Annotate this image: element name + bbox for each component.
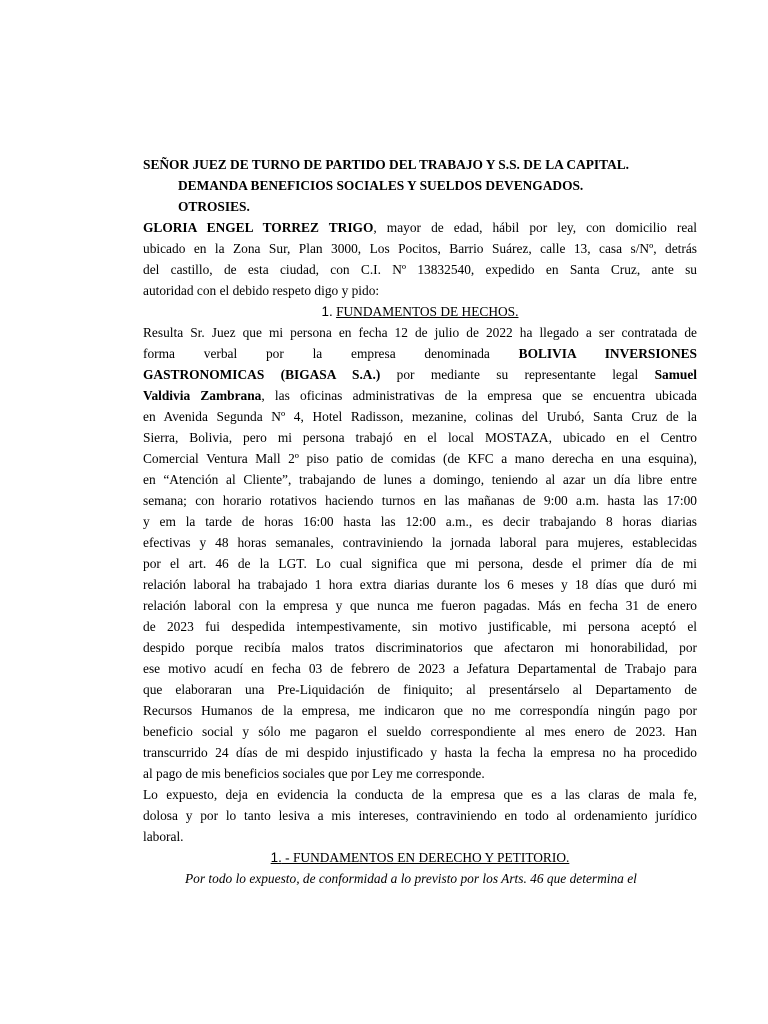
conclusion-paragraph-line: laboral. (143, 829, 184, 844)
subject-line: DEMANDA BENEFICIOS SOCIALES Y SUELDOS DEVENGADOS. (178, 178, 584, 193)
facts-paragraph-line: Comercial Ventura Mall 2º piso patio de comidas (de KFC a mano derecha en una esquina), (143, 451, 697, 466)
facts-paragraph-line: al pago de mis beneficios sociales que por Ley me corresponde. (143, 766, 485, 781)
facts-paragraph-line: transcurrido 24 días de mi despido injustificado y hasta la fecha la empresa no ha procedido (143, 745, 697, 760)
addressee-line: SEÑOR JUEZ DE TURNO DE PARTIDO DEL TRABAJO Y S.S. DE LA CAPITAL. (143, 157, 630, 172)
representative-name: Valdivia Zambrana (143, 388, 262, 403)
petition-paragraph-line: Por todo lo expuesto, de conformidad a lo previsto por los Arts. 46 que determina el (185, 871, 637, 886)
facts-paragraph-line: relación laboral con la empresa y que nunca me fueron pagadas. Más en fecha 31 de enero (143, 598, 697, 613)
section-heading-facts: 1. FUNDAMENTOS DE HECHOS. (321, 304, 519, 319)
facts-paragraph-line: Valdivia Zambrana, las oficinas administrativas de la empresa que se encuentra ubicada (143, 388, 697, 403)
facts-paragraph-line: en Avenida Segunda Nº 4, Hotel Radisson, mezanine, colinas del Urubó, Santa Cruz de la (143, 409, 697, 424)
section-heading-law: 1. - FUNDAMENTOS EN DERECHO Y PETITORIO. (270, 850, 570, 865)
facts-paragraph-line: GASTRONOMICAS (BIGASA S.A.) por mediante su representante legal Samuel (143, 367, 697, 382)
intro-paragraph-line: ubicado en la Zona Sur, Plan 3000, Los Pocitos, Barrio Suárez, calle 13, casa s/Nº, detrás (143, 241, 697, 256)
facts-paragraph-line: de 2023 fui despedida intempestivamente, sin motivo justificable, mi persona aceptó el (143, 619, 697, 634)
facts-paragraph-line: y em la tarde de horas 16:00 hasta las 12:00 a.m., es decir trabajando 8 horas diarias (143, 514, 697, 529)
facts-paragraph-line: forma verbal por la empresa denominada BOLIVIA INVERSIONES (143, 346, 697, 361)
otrosies-line: OTROSIES. (178, 199, 250, 214)
facts-paragraph-line: beneficio social y sólo me pagaron el sueldo correspondiente al mes enero de 2023. Han (143, 724, 697, 739)
facts-paragraph-line: despido porque recibía malos tratos discriminatorios que afectaron mi honorabilidad, por (143, 640, 697, 655)
facts-paragraph-line: Resulta Sr. Juez que mi persona en fecha 12 de julio de 2022 ha llegado a ser contratada de (143, 325, 697, 340)
company-name: BOLIVIA INVERSIONES (518, 346, 697, 361)
facts-paragraph-line: relación laboral ha trabajado 1 hora extra diarias durante los 6 meses y 18 días que duró mi (143, 577, 697, 592)
facts-paragraph-line: que elaboraran una Pre-Liquidación de finiquito; al presentárselo al Departamento de (143, 682, 697, 697)
facts-paragraph-line: ese motivo acudí en fecha 03 de febrero de 2023 a Jefatura Departamental de Trabajo para (143, 661, 697, 676)
facts-paragraph-line: semana; con horario rotativos haciendo turnos en las mañanas de 9:00 a.m. hasta las 17:00 (143, 493, 697, 508)
facts-paragraph-line: en “Atención al Cliente”, trabajando de lunes a domingo, teniendo al azar un día libre entre (143, 472, 697, 487)
conclusion-paragraph-line: dolosa y por lo tanto lesiva a mis intereses, contraviniendo en todo al ordenamiento jurídico (143, 808, 697, 823)
conclusion-paragraph-line: Lo expuesto, deja en evidencia la conducta de la empresa que es a las claras de mala fe, (143, 787, 697, 802)
facts-paragraph-line: efectivas y 48 horas semanales, contraviniendo la jornada laboral para mujeres, establecidas (143, 535, 697, 550)
intro-paragraph-line: GLORIA ENGEL TORREZ TRIGO, mayor de edad, hábil por ley, con domicilio real (143, 220, 697, 235)
facts-paragraph-line: por el art. 46 de la LGT. Lo cual significa que mi persona, desde el primer día de mi (143, 556, 697, 571)
facts-paragraph-line: Recursos Humanos de la empresa, me indicaron que no me correspondía ningún pago por (143, 703, 697, 718)
plaintiff-name: GLORIA ENGEL TORREZ TRIGO (143, 220, 374, 235)
facts-paragraph-line: Sierra, Bolivia, pero mi persona trabajó en el local MOSTAZA, ubicado en el Centro (143, 430, 697, 445)
intro-paragraph-line: autoridad con el debido respeto digo y pido: (143, 283, 380, 298)
intro-paragraph-line: del castillo, de esta ciudad, con C.I. Nº 13832540, expedido en Santa Cruz, ante su (143, 262, 697, 277)
document-page (143, 154, 697, 889)
